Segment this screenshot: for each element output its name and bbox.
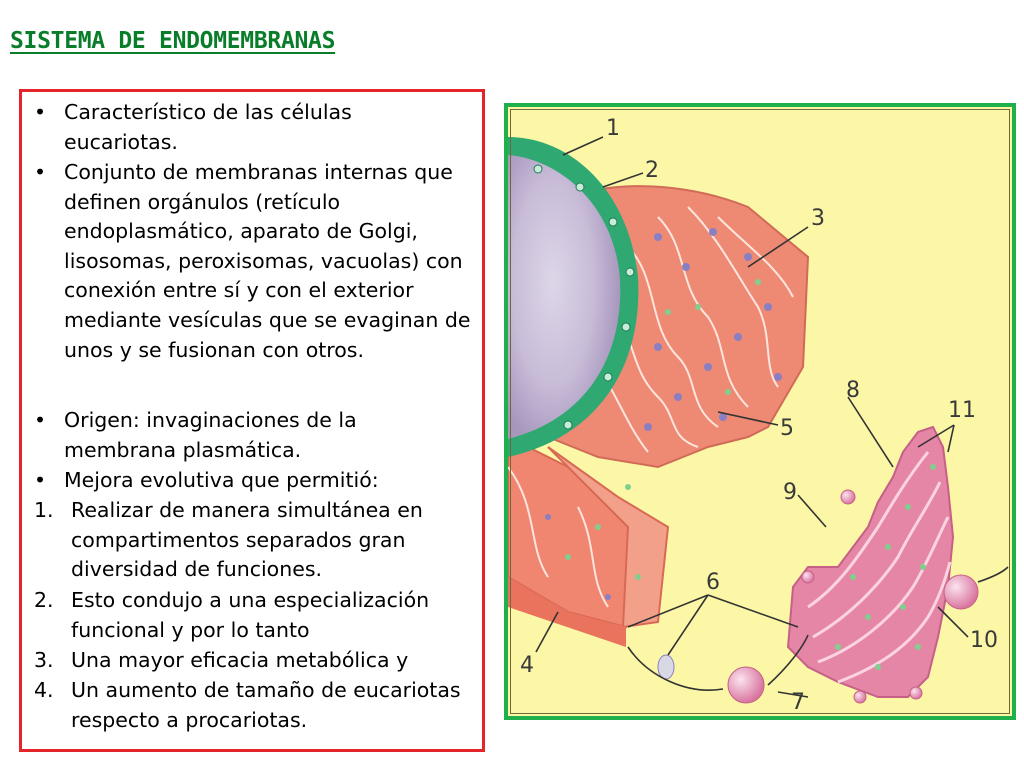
figure-label-9: 9 xyxy=(783,480,797,505)
text-box xyxy=(19,89,485,752)
golgi-apparatus xyxy=(788,427,953,697)
numbered-item xyxy=(34,676,484,735)
bullet-text: Conjunto de membranas internas que definen orgánulos (retículo endoplasmático, aparato de Golgi, lisosomas, peroxisomas, vacuolas) con conexión entre sí y con el exterior mediante vesículas que se evaginan de unos y se fusionan con otros. xyxy=(64,160,471,362)
bullet-text: Mejora evolutiva que permitió: xyxy=(64,468,379,492)
bullet-mark: • xyxy=(34,408,47,432)
bullet-text: Característico de las células eucariotas. xyxy=(64,100,352,154)
bullet-item xyxy=(34,466,484,496)
rough-er xyxy=(508,437,668,647)
numbered-mark: 3. xyxy=(34,648,54,672)
numbered-text: Esto condujo a una especialización funcional y por lo tanto xyxy=(71,588,430,642)
figure-label-1: 1 xyxy=(606,116,620,141)
figure-label-6: 6 xyxy=(706,570,720,595)
bullet-mark: • xyxy=(34,100,47,124)
figure-label-5: 5 xyxy=(780,416,794,441)
numbered-item xyxy=(34,496,484,585)
endomembrane-figure xyxy=(504,103,1016,720)
figure-label-7: 7 xyxy=(791,690,805,715)
figure-label-3: 3 xyxy=(811,206,825,231)
numbered-item xyxy=(34,646,484,676)
figure-label-2: 2 xyxy=(645,158,659,183)
numbered-text: Un aumento de tamaño de eucariotas respecto a procariotas. xyxy=(71,678,461,732)
bullet-item xyxy=(34,406,484,465)
page-title: SISTEMA DE ENDOMEMBRANAS xyxy=(10,28,336,54)
endomembrane-illustration xyxy=(508,107,1012,716)
numbered-mark: 1. xyxy=(34,498,54,522)
numbered-text: Una mayor eficacia metabólica y xyxy=(71,648,409,672)
numbered-text: Realizar de manera simultánea en compartimentos separados gran diversidad de funciones. xyxy=(71,498,423,582)
bullet-text: Origen: invaginaciones de la membrana plasmática. xyxy=(64,408,357,462)
numbered-mark: 2. xyxy=(34,588,54,612)
bullet-mark: • xyxy=(34,468,47,492)
bullet-mark: • xyxy=(34,160,47,184)
numbered-mark: 4. xyxy=(34,678,54,702)
bullet-item xyxy=(34,98,484,157)
figure-label-4: 4 xyxy=(520,653,534,678)
figure-label-10: 10 xyxy=(970,628,998,653)
figure-label-11: 11 xyxy=(948,398,976,423)
bullet-item xyxy=(34,158,484,365)
numbered-item xyxy=(34,586,484,645)
figure-label-8: 8 xyxy=(846,378,860,403)
